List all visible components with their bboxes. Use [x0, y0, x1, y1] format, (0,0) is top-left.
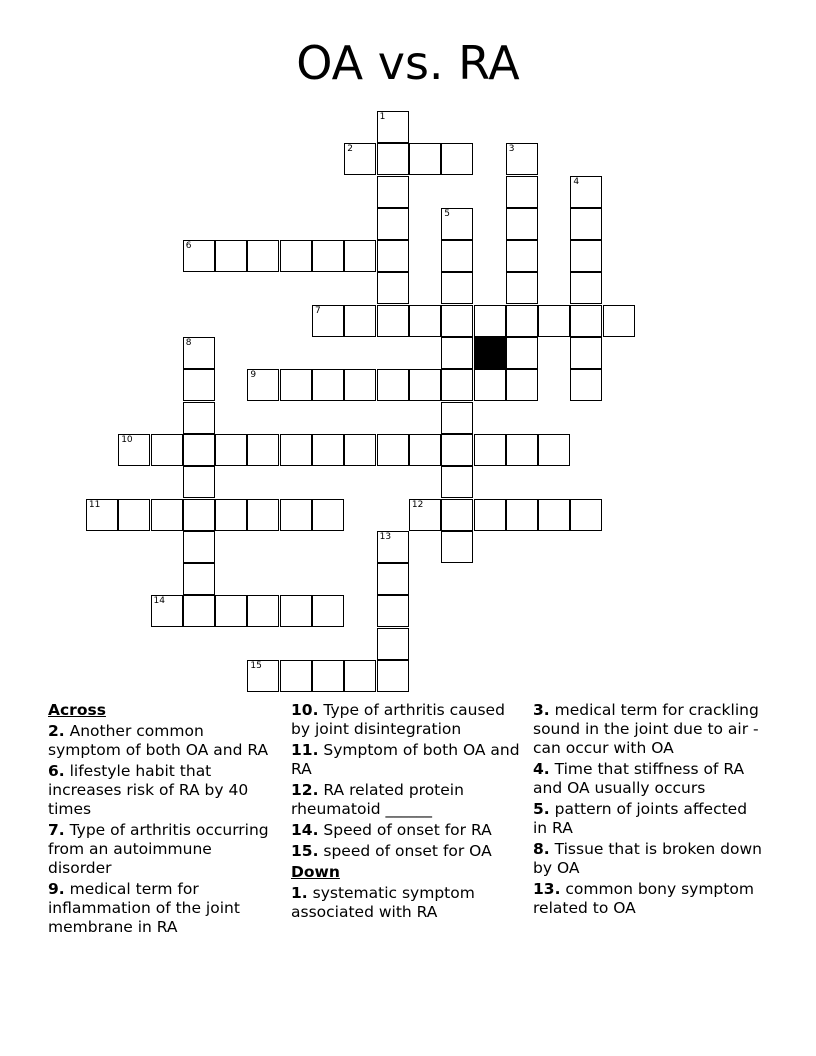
clues-column-1	[48, 701, 280, 939]
grid-cell[interactable]	[247, 369, 279, 401]
grid-cell[interactable]	[506, 240, 538, 272]
clue-item-text: Tissue that is broken down by OA	[533, 840, 762, 877]
down-heading: Down	[291, 863, 340, 881]
clue-number: 10	[121, 434, 133, 445]
grid-cell[interactable]	[344, 660, 376, 692]
grid-cell[interactable]	[570, 369, 602, 401]
grid-cell[interactable]	[280, 369, 312, 401]
grid-cell[interactable]	[409, 143, 441, 175]
clue-item	[291, 741, 523, 779]
clue-item-number: 12.	[291, 781, 319, 799]
clue-item-text: Speed of onset for RA	[318, 821, 492, 839]
grid-cell[interactable]	[377, 531, 409, 563]
grid-cell[interactable]	[183, 240, 215, 272]
clue-item	[533, 800, 765, 838]
grid-cell[interactable]	[86, 499, 118, 531]
grid-cell[interactable]	[215, 240, 247, 272]
clue-number: 14	[153, 596, 165, 607]
grid-cell[interactable]	[344, 143, 376, 175]
grid-cell[interactable]	[280, 434, 312, 466]
grid-cell[interactable]	[377, 595, 409, 627]
grid-cell[interactable]	[377, 660, 409, 692]
clue-number: 13	[379, 531, 392, 542]
clue-number: 1	[379, 111, 386, 122]
clue-number: 6	[185, 241, 192, 252]
grid-cell[interactable]	[312, 240, 344, 272]
grid-cell[interactable]	[570, 208, 602, 240]
clue-item	[291, 821, 523, 840]
grid-cell[interactable]	[151, 434, 183, 466]
clue-item-text: medical term for inflammation of the joint membrane in RA	[48, 880, 240, 936]
clue-number: 11	[88, 499, 101, 510]
clue-item-text: RA related protein rheumatoid ______	[291, 781, 464, 818]
clue-item-number: 11.	[291, 741, 319, 759]
grid-cell[interactable]	[441, 531, 473, 563]
grid-cell[interactable]	[183, 337, 215, 369]
clue-number: 15	[250, 661, 262, 671]
clue-item-number: 2.	[48, 722, 65, 740]
grid-cell[interactable]	[280, 240, 312, 272]
grid-cell[interactable]	[118, 499, 150, 531]
grid-cell[interactable]	[118, 434, 150, 466]
clue-item-text: lifestyle habit that increases risk of RA by 40 times	[48, 762, 249, 818]
grid-cell[interactable]	[183, 402, 215, 434]
clue-item-text: common bony symptom related to OA	[533, 880, 754, 917]
grid-cell[interactable]	[247, 240, 279, 272]
grid-cell[interactable]	[312, 660, 344, 692]
grid-cell[interactable]	[474, 499, 506, 531]
grid-cell[interactable]	[538, 305, 570, 337]
grid-cell[interactable]	[506, 305, 538, 337]
grid-cell[interactable]	[312, 369, 344, 401]
clue-item	[291, 701, 523, 739]
grid-cell[interactable]	[215, 434, 247, 466]
grid-cell[interactable]	[312, 305, 344, 337]
clue-item-number: 3.	[533, 701, 550, 719]
grid-cell[interactable]	[183, 531, 215, 563]
grid-cell[interactable]	[377, 434, 409, 466]
grid-cell[interactable]	[344, 369, 376, 401]
grid-cell[interactable]	[538, 499, 570, 531]
clue-item-number: 5.	[533, 800, 550, 818]
grid-cell[interactable]	[215, 595, 247, 627]
grid-cell[interactable]	[441, 305, 473, 337]
grid-cell[interactable]	[183, 563, 215, 595]
clue-item-number: 4.	[533, 760, 550, 778]
grid-cell[interactable]	[312, 595, 344, 627]
clue-item	[533, 701, 765, 758]
across-heading: Across	[48, 701, 106, 719]
clue-item-number: 10.	[291, 701, 319, 719]
clue-item-number: 6.	[48, 762, 65, 780]
grid-cell[interactable]	[603, 305, 635, 337]
clue-item-number: 1.	[291, 884, 308, 902]
grid-cell[interactable]	[441, 272, 473, 304]
clue-number: 12	[411, 499, 424, 510]
grid-cell[interactable]	[377, 176, 409, 208]
clue-item-text: Type of arthritis caused by joint disintegration	[291, 701, 505, 738]
clues-column-2	[291, 701, 523, 924]
clue-item	[48, 821, 280, 878]
clue-item-text: systematic symptom associated with RA	[291, 884, 475, 921]
grid-cell[interactable]	[506, 272, 538, 304]
grid-cell[interactable]	[344, 305, 376, 337]
clue-item	[48, 722, 280, 760]
grid-cell[interactable]	[441, 143, 473, 175]
clue-item-text: Another common symptom of both OA and RA	[48, 722, 269, 759]
clue-item-text: speed of onset for OA	[318, 842, 492, 860]
clue-item	[533, 760, 765, 798]
grid-cell[interactable]	[280, 595, 312, 627]
grid-cell[interactable]	[183, 499, 215, 531]
clue-item	[291, 842, 523, 861]
grid-cell[interactable]	[441, 369, 473, 401]
grid-cell[interactable]	[183, 434, 215, 466]
grid-cell[interactable]	[183, 369, 215, 401]
clue-item-number: 7.	[48, 821, 65, 839]
clue-item	[48, 762, 280, 819]
clue-item	[533, 880, 765, 918]
grid-cell[interactable]	[377, 563, 409, 595]
clue-number: 2	[347, 144, 354, 155]
grid-cell[interactable]	[377, 240, 409, 272]
grid-cell[interactable]	[570, 305, 602, 337]
grid-cell[interactable]	[474, 369, 506, 401]
grid-cell[interactable]	[441, 240, 473, 272]
grid-cell[interactable]	[441, 499, 473, 531]
clue-item-number: 8.	[533, 840, 550, 858]
grid-cell[interactable]	[570, 176, 602, 208]
clue-number: 5	[444, 208, 450, 219]
grid-cell[interactable]	[377, 111, 409, 143]
clue-item-text: medical term for crackling sound in the joint due to air - can occur with OA	[533, 701, 759, 757]
grid-cell[interactable]	[247, 660, 279, 692]
grid-cell[interactable]	[377, 143, 409, 175]
grid-cell[interactable]	[506, 143, 538, 175]
grid-cell[interactable]	[247, 434, 279, 466]
grid-cell[interactable]	[151, 499, 183, 531]
grid-cell[interactable]	[409, 369, 441, 401]
grid-cell[interactable]	[344, 434, 376, 466]
clue-item	[291, 781, 523, 819]
grid-cell[interactable]	[506, 369, 538, 401]
grid-cell[interactable]	[312, 434, 344, 466]
grid-cell[interactable]	[506, 337, 538, 369]
clue-item-text: Time that stiffness of RA and OA usually occurs	[533, 760, 745, 797]
grid-cell[interactable]	[441, 337, 473, 369]
grid-cell[interactable]	[151, 595, 183, 627]
clue-item-text: Symptom of both OA and RA	[291, 741, 520, 778]
grid-cell[interactable]	[247, 595, 279, 627]
grid-cell[interactable]	[538, 434, 570, 466]
grid-cell[interactable]	[570, 337, 602, 369]
clue-item-number: 9.	[48, 880, 65, 898]
clue-item	[291, 884, 523, 922]
clue-item-text: pattern of joints affected in RA	[533, 800, 748, 837]
grid-cell[interactable]	[570, 272, 602, 304]
grid-cell[interactable]	[215, 499, 247, 531]
grid-cell[interactable]	[377, 305, 409, 337]
clue-number: 8	[185, 338, 192, 348]
grid-cell[interactable]	[506, 434, 538, 466]
clue-number: 7	[315, 305, 321, 316]
grid-cell[interactable]	[506, 208, 538, 240]
clue-item-number: 14.	[291, 821, 319, 839]
grid-cell[interactable]	[474, 305, 506, 337]
grid-cell[interactable]	[409, 434, 441, 466]
clue-item	[48, 880, 280, 937]
grid-cell[interactable]	[183, 466, 215, 498]
clue-item-number: 13.	[533, 880, 561, 898]
grid-cell[interactable]	[183, 595, 215, 627]
grid-cell[interactable]	[441, 402, 473, 434]
grid-cell[interactable]	[506, 176, 538, 208]
clue-number: 4	[573, 176, 580, 187]
grid-cell[interactable]	[344, 240, 376, 272]
grid-cell[interactable]	[441, 466, 473, 498]
grid-cell[interactable]	[312, 499, 344, 531]
grid-cell[interactable]	[377, 369, 409, 401]
grid-cell[interactable]	[441, 434, 473, 466]
grid-cell[interactable]	[570, 240, 602, 272]
grid-cell[interactable]	[280, 660, 312, 692]
clue-item-number: 15.	[291, 842, 319, 860]
grid-cell[interactable]	[247, 499, 279, 531]
clue-number: 9	[250, 370, 257, 381]
grid-cell[interactable]	[377, 628, 409, 660]
clue-number: 3	[508, 144, 515, 155]
black-cell	[474, 337, 506, 369]
clue-item-text: Type of arthritis occurring from an autoimmune disorder	[48, 821, 269, 877]
grid-cell[interactable]	[441, 208, 473, 240]
grid-cell[interactable]	[570, 499, 602, 531]
grid-cell[interactable]	[506, 499, 538, 531]
grid-cell[interactable]	[377, 208, 409, 240]
grid-cell[interactable]	[474, 434, 506, 466]
grid-cell[interactable]	[409, 499, 441, 531]
clues-column-3	[533, 701, 765, 920]
grid-cell[interactable]	[409, 305, 441, 337]
grid-cell[interactable]	[377, 272, 409, 304]
clue-item	[533, 840, 765, 878]
puzzle-title: OA vs. RA	[296, 36, 520, 90]
grid-cell[interactable]	[280, 499, 312, 531]
